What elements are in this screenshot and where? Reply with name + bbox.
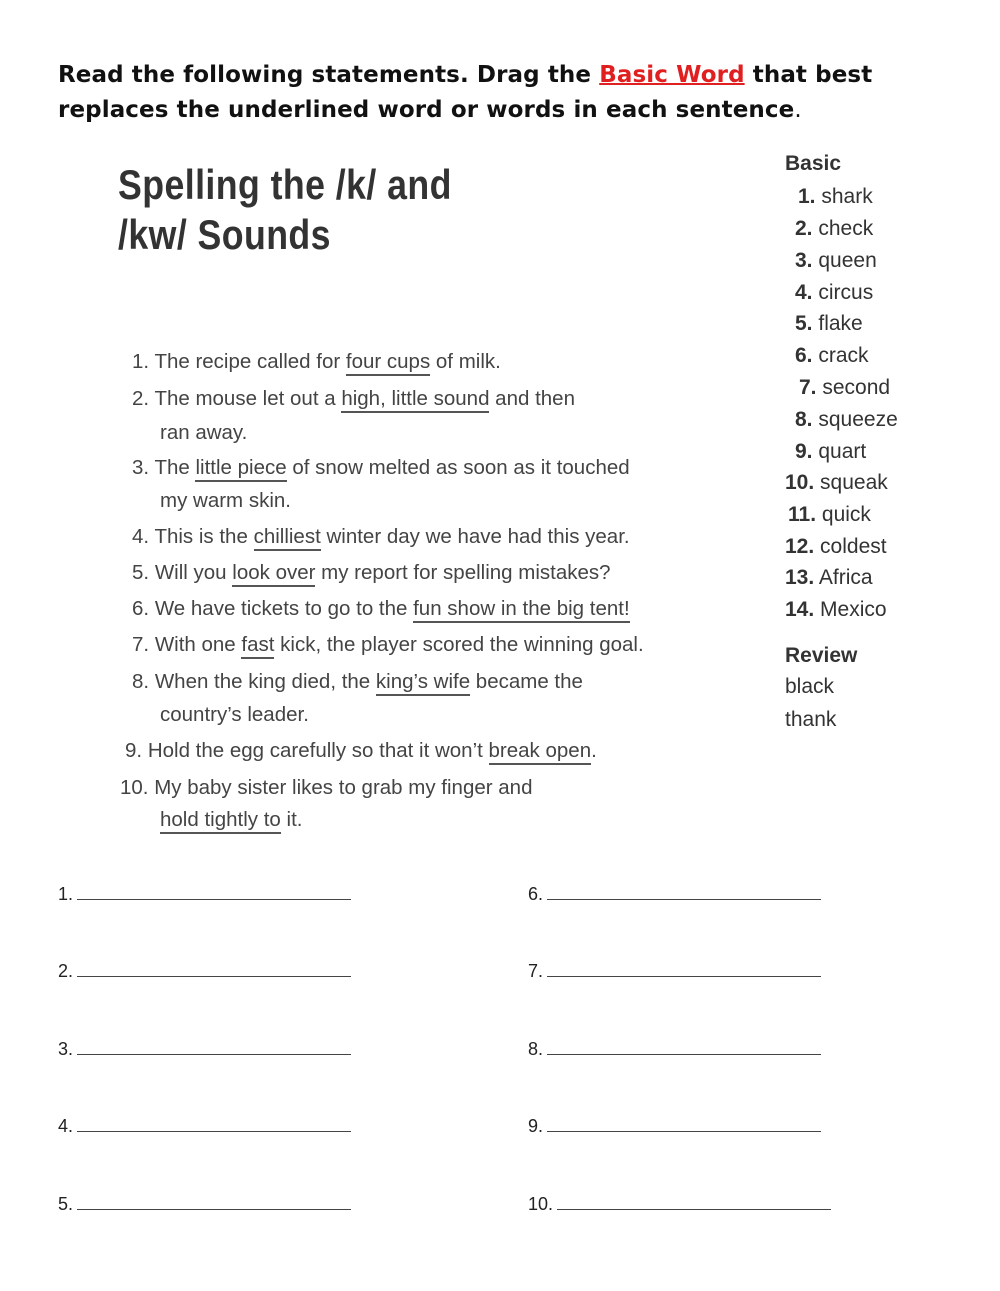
answer-9 [528,1116,821,1137]
sentence-number: 8. [132,670,150,693]
basic-word-number: 9. [795,440,813,463]
title-line-2: /kw/ Sounds [118,211,331,258]
sentence-5 [132,561,611,585]
sentence-text: of snow melted as soon as it touched [286,456,630,479]
basic-word-label: Mexico [820,598,887,621]
sentence-4 [132,525,630,549]
sentence-text: my report for spelling mistakes? [315,561,611,584]
basic-word-shark[interactable] [798,185,873,209]
basic-word-quart[interactable] [795,440,866,464]
sentence-text: This is the [154,525,254,548]
underlined-phrase: fun show in the big tent! [413,597,630,623]
answer-10 [528,1194,831,1215]
sentence-6 [132,597,630,621]
basic-word-quick[interactable] [788,503,871,527]
answer-label: 7. [528,961,544,981]
sentence-text: The mouse let out a [154,387,342,410]
underlined-phrase: fast [241,633,274,659]
sentence-number: 6. [132,597,150,620]
basic-word-number: 8. [795,408,813,431]
answer-drop-zone-2[interactable] [77,962,351,977]
basic-word-number: 3. [795,249,813,272]
sentence-10 [120,776,532,800]
instructions-period: . [794,97,802,123]
sentence-2 [132,387,575,411]
sentence-3 [132,456,630,480]
basic-word-number: 2. [795,217,813,240]
sentence-number: 1. [132,350,150,373]
basic-word-label: second [822,376,891,399]
answer-label: 9. [528,1116,544,1136]
answer-2 [58,961,351,982]
sentence-number: 4. [132,525,150,548]
sentence-2-continued: ran away. [160,421,248,444]
answer-label: 2. [58,961,74,981]
sentence-text: of milk. [430,350,501,373]
sentence-1 [132,350,501,374]
sentence-text: kick, the player scored the winning goal. [274,633,644,656]
review-word-thank: thank [785,708,837,731]
underlined-phrase: king’s wife [376,670,470,696]
answer-label: 6. [528,884,544,904]
basic-word-number: 13. [785,566,815,589]
answer-7 [528,961,821,982]
sentence-number: 5. [132,561,150,584]
basic-word-highlight: Basic Word [599,62,745,88]
sentence-text: . [591,739,597,762]
underlined-phrase: little piece [195,456,286,482]
answer-5 [58,1194,351,1215]
sentence-text: Will you [154,561,233,584]
answer-drop-zone-3[interactable] [77,1040,351,1055]
underlined-phrase: four cups [346,350,430,376]
basic-word-squeak[interactable] [785,471,888,495]
sentence-8 [132,670,583,694]
answer-drop-zone-6[interactable] [547,885,821,900]
sentence-text: We have tickets to go to the [154,597,414,620]
answer-drop-zone-5[interactable] [77,1195,351,1210]
sentence-text: When the king died, the [154,670,376,693]
basic-word-number: 5. [795,312,813,335]
sentence-text: My baby sister likes to grab my finger and [154,776,533,799]
answer-drop-zone-1[interactable] [77,885,351,900]
basic-word-label: quick [821,503,871,526]
answer-6 [528,884,821,905]
sentence-text: winter day we have had this year. [320,525,630,548]
answer-drop-zone-10[interactable] [557,1195,831,1210]
sentence-number: 9. [125,739,143,762]
answer-label: 3. [58,1039,74,1059]
basic-word-number: 4. [795,281,813,304]
answer-label: 8. [528,1039,544,1059]
sentence-text: it. [280,808,303,831]
basic-word-crack[interactable] [795,344,869,368]
sentence-number: 10. [120,776,149,799]
basic-word-label: quart [818,440,867,463]
sentence-list [0,0,760,840]
basic-word-coldest[interactable] [785,535,887,559]
basic-word-number: 14. [785,598,815,621]
basic-word-number: 6. [795,344,813,367]
sentence-text: The [154,456,196,479]
sentence-number: 7. [132,633,150,656]
basic-word-label: queen [818,249,877,272]
sentence-text: Hold the egg carefully so that it won’t [147,739,489,762]
basic-word-label: circus [818,281,874,304]
basic-heading: Basic [785,152,842,175]
answer-label: 10. [528,1194,554,1214]
answer-3 [58,1039,351,1060]
sentence-text: and then [489,387,575,410]
answer-8 [528,1039,821,1060]
basic-word-label: crack [818,344,869,367]
basic-word-second[interactable] [799,376,890,400]
basic-word-number: 11. [788,503,817,526]
basic-word-label: squeeze [818,408,898,431]
sentence-number: 3. [132,456,150,479]
sentence-text: With one [154,633,242,656]
answer-drop-zone-7[interactable] [547,962,821,977]
basic-word-number: 1. [798,185,816,208]
underlined-phrase: hold tightly to [160,808,281,834]
answer-label: 1. [58,884,74,904]
instructions-text-1: Read the following statements. Drag the [58,62,600,88]
basic-word-number: 12. [785,535,815,558]
review-heading: Review [785,644,858,667]
answer-label: 4. [58,1116,74,1136]
basic-word-africa[interactable] [785,566,873,590]
basic-word-label: shark [821,185,873,208]
basic-word-label: flake [818,312,863,335]
basic-word-label: coldest [820,535,887,558]
sentence-3-continued: my warm skin. [160,489,291,512]
basic-word-label: check [818,217,874,240]
underlined-phrase: break open [489,739,592,765]
basic-word-label: Africa [818,566,873,589]
sentence-number: 2. [132,387,150,410]
underlined-phrase: high, little sound [341,387,489,413]
answer-label: 5. [58,1194,74,1214]
sentence-9 [125,739,597,763]
underlined-phrase: look over [232,561,315,587]
underlined-phrase: chilliest [254,525,321,551]
answer-4 [58,1116,351,1137]
answer-drop-zone-4[interactable] [77,1117,351,1132]
sentence-8-continued: country’s leader. [160,703,309,726]
answer-drop-zone-9[interactable] [547,1117,821,1132]
basic-word-number: 7. [799,376,817,399]
sentence-text: became the [470,670,583,693]
review-word-black: black [785,675,835,698]
basic-word-circus[interactable] [795,281,873,305]
basic-word-check[interactable] [795,217,873,241]
basic-word-queen[interactable] [795,249,877,273]
answer-drop-zone-8[interactable] [547,1040,821,1055]
basic-word-mexico[interactable] [785,598,887,622]
title-line-1: Spelling the /k/ and [118,161,452,208]
instructions-text-2: that best replaces the underlined word or words in each sentence [58,62,873,123]
basic-word-number: 10. [785,471,815,494]
sentence-7 [132,633,644,657]
answer-1 [58,884,351,905]
sentence-text: The recipe called for [154,350,346,373]
basic-word-label: squeak [820,471,888,494]
basic-word-squeeze[interactable] [795,408,898,432]
basic-word-flake[interactable] [795,312,863,336]
sentence-10-continued [160,808,302,832]
